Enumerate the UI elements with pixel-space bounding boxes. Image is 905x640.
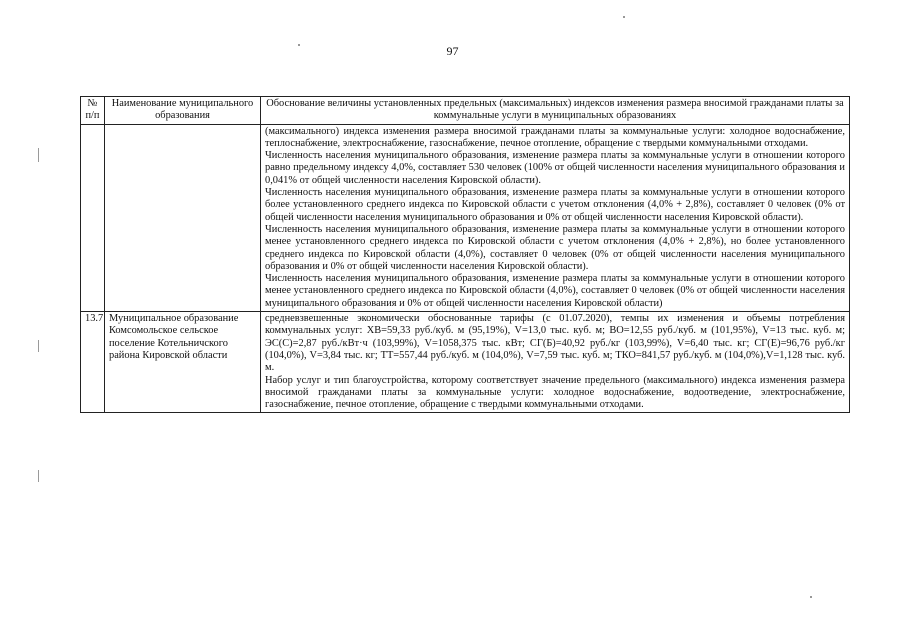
table-row bbox=[81, 312, 850, 413]
row-num bbox=[81, 124, 105, 311]
page-number: 97 bbox=[446, 44, 459, 58]
header-justification: Обоснование величины установленных предельных (максимальных) индексов изменения размера вносимой гражданами платы за коммунальные услуги в муниципальных образованиях bbox=[261, 97, 850, 125]
justification-paragraph: Численность населения муниципального образования, изменение размера платы за коммунальные услуги в отношении которого менее установленного среднего индекса по Кировской области с учетом отклонения (4,0% + 2,8%), но более установленного среднего индекса по Кировской области (4,0%), составляет 0 человек (0% от общей численности населения муниципального образования и 0% от общей численности населения Кировской области). bbox=[265, 223, 845, 272]
row-name: Муниципальное образование Комсомольское сельское поселение Котельничского района Кировской области bbox=[105, 312, 261, 413]
justification-paragraph: (максимального) индекса изменения размера вносимой гражданами платы за коммунальные услуги: холодное водоснабжение, теплоснабжение, электроснабжение, газоснабжение, печное отопление, обращение с твердыми коммунальными отходами. bbox=[265, 125, 845, 149]
justification-paragraph: Набор услуг и тип благоустройства, которому соответствует значение предельного (максимального) индекса изменения размера вносимой гражданами платы за коммунальные услуги: холодное водоснабжение, водоотведение, электроснабжение, газоснабжение, печное отопление, обращение с твердыми коммунальными отходами. bbox=[265, 374, 845, 411]
row-name bbox=[105, 124, 261, 311]
header-name: Наименование муниципального образования bbox=[105, 97, 261, 125]
scan-margin-mark bbox=[38, 148, 39, 162]
scan-margin-mark bbox=[38, 470, 39, 482]
justification-paragraph: Численность населения муниципального образования, изменение размера платы за коммунальные услуги в отношении которого менее установленного среднего индекса по Кировской области (4,0%), составляет 0 человек (0% от общей численности населения муниципального образования и 0% от общей численности населения Кировской области) bbox=[265, 273, 845, 309]
justification-paragraph: средневзвешенные экономически обоснованные тарифы (с 01.07.2020), темпы их изменения и объемы потребления коммунальных услуг: ХВ=59,33 руб./куб. м (95,19%), V=13,0 тыс. куб. м; ВО=12,55 руб./куб. м (101,95%), V=13 тыс. куб. м; ЭС(С)=2,87 руб./кВт·ч (103,99%), V=1058,375 тыс. кВт; СГ(Б)=40,92 руб./кг (103,99%), V=6,40 тыс. кг; СГ(Е)=96,76 руб./кг (104,0%), V=3,84 тыс. кг; ТТ=557,44 руб./куб. м (104,0%), V=7,59 тыс. куб. м; ТКО=841,57 руб./куб. м (104,0%),V=1,128 тыс. куб. м. bbox=[265, 313, 845, 374]
table-row bbox=[81, 124, 850, 311]
justification-paragraph: Численность населения муниципального образования, изменение размера платы за коммунальные услуги в отношении которого равно предельному индексу 4,0%, составляет 530 человек (100% от общей численности населения муниципального образования и 0,041% от общей численности населения Кировской области). bbox=[265, 150, 845, 186]
justification-paragraph: Численность населения муниципального образования, изменение размера платы за коммунальные услуги в отношении которого более установленного среднего индекса по Кировской области с учетом отклонения (4,0% + 2,8%), составляет 0 человек (0% от общей численности населения муниципального образования и 0% от общей численности населения Кировской области). bbox=[265, 187, 845, 223]
row-justification bbox=[261, 124, 850, 311]
scan-margin-mark bbox=[38, 340, 39, 352]
header-num: № п/п bbox=[81, 97, 105, 125]
justification-table bbox=[80, 96, 850, 413]
scan-dust-dot bbox=[623, 16, 625, 18]
table-header-row bbox=[81, 97, 850, 125]
scan-dust-dot bbox=[810, 596, 812, 598]
row-num: 13.7 bbox=[81, 312, 105, 413]
row-justification bbox=[261, 312, 850, 413]
